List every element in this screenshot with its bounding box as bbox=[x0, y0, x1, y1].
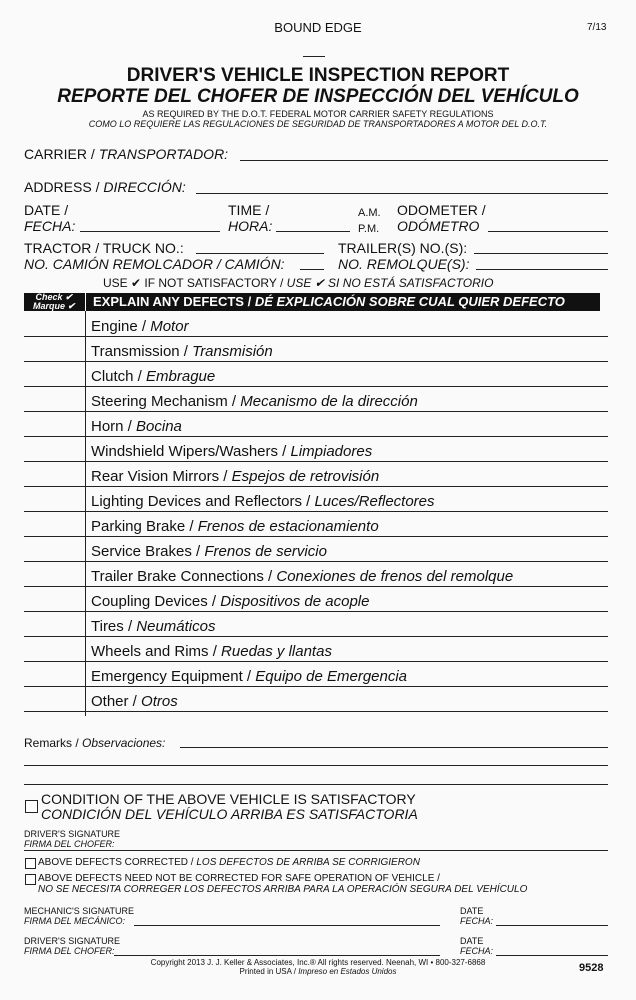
date-label-en: DATE / bbox=[24, 202, 69, 218]
defect-item-label-es: Luces/Reflectores bbox=[314, 493, 435, 510]
defect-item-label-en: Clutch / bbox=[91, 368, 147, 385]
defect-item-label-en: Lighting Devices and Reflectors / bbox=[91, 493, 315, 510]
address-input-line[interactable] bbox=[196, 193, 608, 194]
driver-signature-label-es: FIRMA DEL CHOFER: bbox=[24, 839, 115, 849]
defect-item-label-en: Windshield Wipers/Washers / bbox=[91, 443, 291, 460]
defect-check-cell[interactable] bbox=[24, 311, 84, 336]
defect-item-row bbox=[91, 393, 418, 411]
time-label-en: TIME / bbox=[228, 202, 270, 218]
table-row-line bbox=[24, 436, 608, 437]
mechanic-signature-label-en: MECHANIC'S SIGNATURE bbox=[24, 906, 135, 916]
defects-not-needed-label-en: ABOVE DEFECTS NEED NOT BE CORRECTED FOR SAFE OPERATION OF VEHICLE / bbox=[38, 873, 440, 884]
defect-item-label-es: Otros bbox=[141, 693, 178, 710]
date-input-line[interactable] bbox=[80, 231, 220, 232]
pm-label: P.M. bbox=[358, 223, 380, 235]
table-row-line bbox=[24, 586, 608, 587]
table-row-line bbox=[24, 536, 608, 537]
printed-in-usa: Printed in USA / Impreso en Estados Unidos bbox=[239, 967, 397, 976]
am-label: A.M. bbox=[358, 207, 381, 219]
defect-item-label-es: Dispositivos de acople bbox=[220, 593, 370, 610]
table-row-line bbox=[24, 711, 608, 712]
defect-check-cell[interactable] bbox=[24, 561, 84, 586]
table-row-line bbox=[24, 336, 608, 337]
defect-item-label-en: Other / bbox=[91, 693, 142, 710]
defects-not-needed-label-es: NO SE NECESITA CORREGER LOS DEFECTOS ARRIBA PARA LA OPERACIÓN SEGURA DEL VEHÍCULO bbox=[38, 884, 528, 895]
time-label-es: HORA: bbox=[228, 218, 273, 234]
defect-check-cell[interactable] bbox=[24, 636, 84, 661]
defect-item-label-es: Equipo de Emergencia bbox=[255, 668, 408, 685]
form-revision-date: 7/13 bbox=[587, 22, 607, 33]
defect-item-row bbox=[91, 468, 379, 486]
defect-item-label-es: Conexiones de frenos del remolque bbox=[276, 568, 514, 585]
defect-item-label-en: Trailer Brake Connections / bbox=[91, 568, 277, 585]
defect-item-label-en: Tires / bbox=[91, 618, 137, 635]
defect-check-cell[interactable] bbox=[24, 461, 84, 486]
table-row-line bbox=[24, 661, 608, 662]
trailer-label-es: NO. REMOLQUE(S): bbox=[338, 256, 470, 272]
defect-check-cell[interactable] bbox=[24, 661, 84, 686]
tractor-label-en: TRACTOR / TRUCK NO.: bbox=[24, 240, 184, 256]
check-column-label: Check ✔ Marque ✔ bbox=[32, 292, 76, 311]
table-row-line bbox=[24, 461, 608, 462]
table-row-line bbox=[24, 686, 608, 687]
defect-check-cell[interactable] bbox=[24, 586, 84, 611]
defects-corrected-checkbox[interactable] bbox=[25, 858, 36, 869]
tractor-input-line-2[interactable] bbox=[300, 269, 324, 270]
defect-item-label-es: Bocina bbox=[136, 418, 182, 435]
defect-item-row bbox=[91, 618, 215, 636]
defect-item-row bbox=[91, 693, 178, 711]
carrier-input-line[interactable] bbox=[240, 160, 608, 161]
defect-check-cell[interactable] bbox=[24, 686, 84, 711]
defect-check-cell[interactable] bbox=[24, 436, 84, 461]
defect-check-cell[interactable] bbox=[24, 386, 84, 411]
check-column-divider bbox=[85, 311, 86, 716]
driver-signature-label-en: DRIVER'S SIGNATURE bbox=[24, 829, 121, 839]
odometer-label-en: ODOMETER / bbox=[397, 202, 486, 218]
defect-item-row bbox=[91, 568, 513, 586]
form-number: 9528 bbox=[579, 962, 604, 974]
mechanic-signature-label-es: FIRMA DEL MECÁNICO: bbox=[24, 916, 126, 926]
table-row-line bbox=[24, 486, 608, 487]
table-row-line bbox=[24, 561, 608, 562]
defect-item-row bbox=[91, 368, 215, 386]
odometer-input-line[interactable] bbox=[488, 231, 608, 232]
defect-check-cell[interactable] bbox=[24, 411, 84, 436]
defect-item-label-en: Steering Mechanism / bbox=[91, 393, 241, 410]
mechanic-date-label-en: DATE bbox=[460, 906, 484, 916]
table-row-line bbox=[24, 386, 608, 387]
time-input-line[interactable] bbox=[276, 231, 350, 232]
remarks-label: Remarks / Observaciones: bbox=[24, 736, 166, 750]
defect-check-cell[interactable] bbox=[24, 511, 84, 536]
carrier-label: CARRIER / TRANSPORTADOR: bbox=[24, 146, 229, 162]
defect-item-label-es: Embrague bbox=[146, 368, 216, 385]
tractor-label-es: NO. CAMIÓN REMOLCADOR / CAMIÓN: bbox=[24, 256, 285, 272]
defect-item-label-es: Limpiadores bbox=[290, 443, 373, 460]
subtitle-english: AS REQUIRED BY THE D.O.T. FEDERAL MOTOR CARRIER SAFETY REGULATIONS bbox=[142, 109, 494, 119]
satisfactory-checkbox[interactable] bbox=[25, 800, 38, 813]
defect-item-label-es: Frenos de estacionamiento bbox=[197, 518, 379, 535]
defects-corrected-label: ABOVE DEFECTS CORRECTED / LOS DEFECTOS DE ARRIBA SE CORRIGIERON bbox=[38, 857, 420, 868]
bound-edge-label: BOUND EDGE bbox=[274, 20, 362, 35]
title-english: DRIVER'S VEHICLE INSPECTION REPORT bbox=[126, 65, 510, 86]
defect-item-label-es: Motor bbox=[150, 318, 189, 335]
defect-item-label-es: Espejos de retrovisión bbox=[231, 468, 380, 485]
use-check-note: USE ✔ IF NOT SATISFACTORY / USE ✔ SI NO ESTÁ SATISFACTORIO bbox=[103, 276, 494, 290]
satisfactory-label-es: CONDICIÓN DEL VEHÍCULO ARRIBA ES SATISFACTORIA bbox=[41, 806, 418, 822]
table-row-line bbox=[24, 611, 608, 612]
explain-defects-header: EXPLAIN ANY DEFECTS / DÉ EXPLICACIÓN SOBRE CUAL QUIER DEFECTO bbox=[93, 294, 565, 309]
subtitle-spanish: COMO LO REQUIERE LAS REGULACIONES DE SEGURIDAD DE TRANSPORTADORES A MOTOR DEL D.O.T. bbox=[88, 119, 548, 129]
defect-item-row bbox=[91, 343, 273, 361]
trailer-input-line-2[interactable] bbox=[476, 269, 608, 270]
header-divider bbox=[85, 293, 86, 311]
bound-edge-mark bbox=[303, 56, 325, 57]
defect-item-label-en: Transmission / bbox=[91, 343, 193, 360]
driver-date-label-es: FECHA: bbox=[460, 946, 494, 956]
odometer-label-es: ODÓMETRO bbox=[397, 218, 480, 234]
defect-item-label-en: Emergency Equipment / bbox=[91, 668, 256, 685]
table-row-line bbox=[24, 511, 608, 512]
table-row-line bbox=[24, 411, 608, 412]
remarks-line-3[interactable] bbox=[24, 784, 608, 785]
defect-item-row bbox=[91, 593, 369, 611]
driver-signature-line-2[interactable] bbox=[114, 955, 440, 956]
defect-check-cell[interactable] bbox=[24, 336, 84, 361]
defect-item-label-en: Wheels and Rims / bbox=[91, 643, 222, 660]
address-label: ADDRESS / DIRECCIÓN: bbox=[24, 179, 186, 195]
defect-check-cell[interactable] bbox=[24, 361, 84, 386]
defect-item-label-en: Coupling Devices / bbox=[91, 593, 221, 610]
copyright-notice: Copyright 2013 J. J. Keller & Associates, Inc.® All rights reserved. Neenah, WI • 800-327-6868 bbox=[150, 958, 486, 967]
defect-item-label-es: Frenos de servicio bbox=[204, 543, 327, 560]
driver-date-line[interactable] bbox=[496, 955, 608, 956]
mechanic-date-label-es: FECHA: bbox=[460, 916, 494, 926]
driver-date-label-en: DATE bbox=[460, 936, 484, 946]
defect-item-row bbox=[91, 668, 407, 686]
table-row-line bbox=[24, 361, 608, 362]
defect-item-label-es: Transmisión bbox=[192, 343, 273, 360]
defect-item-row bbox=[91, 518, 379, 536]
defect-item-row bbox=[91, 318, 189, 336]
trailer-input-line[interactable] bbox=[474, 253, 608, 254]
title-spanish: REPORTE DEL CHOFER DE INSPECCIÓN DEL VEHÍCULO bbox=[57, 86, 579, 107]
defect-item-label-en: Horn / bbox=[91, 418, 137, 435]
defect-item-row bbox=[91, 443, 372, 461]
remarks-line-1[interactable] bbox=[180, 747, 608, 748]
defect-item-label-es: Ruedas y llantas bbox=[221, 643, 332, 660]
defect-check-cell[interactable] bbox=[24, 536, 84, 561]
defect-item-row bbox=[91, 493, 435, 511]
defect-item-row bbox=[91, 418, 182, 436]
defect-item-label-en: Rear Vision Mirrors / bbox=[91, 468, 232, 485]
satisfactory-label-en: CONDITION OF THE ABOVE VEHICLE IS SATISFACTORY bbox=[41, 791, 416, 807]
defect-check-cell[interactable] bbox=[24, 611, 84, 636]
defect-item-row bbox=[91, 543, 327, 561]
mechanic-date-line[interactable] bbox=[496, 925, 608, 926]
driver-signature-line-1[interactable] bbox=[24, 850, 608, 851]
defect-item-label-es: Neumáticos bbox=[136, 618, 216, 635]
remarks-line-2[interactable] bbox=[24, 765, 608, 766]
mechanic-signature-line[interactable] bbox=[134, 925, 440, 926]
defect-item-label-en: Service Brakes / bbox=[91, 543, 205, 560]
table-row-line bbox=[24, 636, 608, 637]
trailer-label-en: TRAILER(S) NO.(S): bbox=[338, 240, 468, 256]
driver-signature-2-label-es: FIRMA DEL CHOFER: bbox=[24, 946, 115, 956]
defect-item-label-en: Engine / bbox=[91, 318, 151, 335]
defect-check-cell[interactable] bbox=[24, 486, 84, 511]
driver-signature-2-label-en: DRIVER'S SIGNATURE bbox=[24, 936, 121, 946]
defect-item-row bbox=[91, 643, 332, 661]
defects-not-needed-checkbox[interactable] bbox=[25, 874, 36, 885]
defect-item-label-es: Mecanismo de la dirección bbox=[240, 393, 418, 410]
date-label-es: FECHA: bbox=[24, 218, 76, 234]
defect-item-label-en: Parking Brake / bbox=[91, 518, 198, 535]
tractor-input-line[interactable] bbox=[196, 253, 324, 254]
